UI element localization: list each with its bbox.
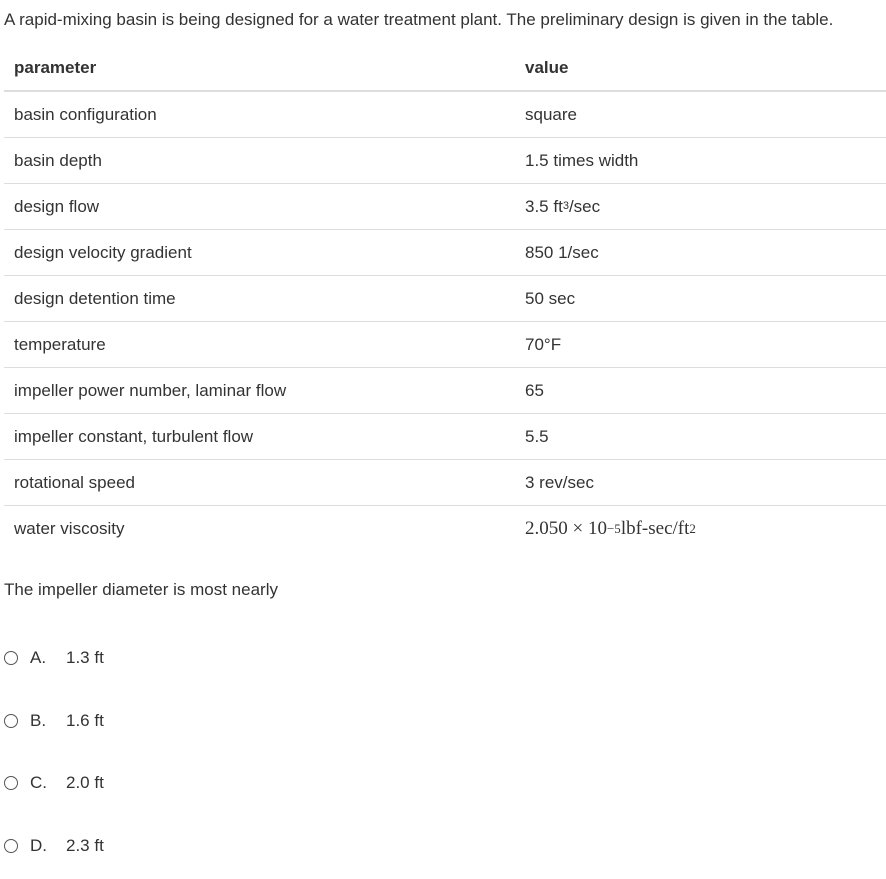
parameter-cell: basin configuration	[14, 104, 157, 124]
question-intro: A rapid-mixing basin is being designed for a water treatment plant. The preliminary design is given in the table.	[4, 10, 834, 29]
radio-button[interactable]	[4, 651, 18, 665]
value-cell: 70°F	[525, 334, 562, 354]
table-header-row	[4, 46, 886, 92]
answer-option-d[interactable]	[4, 835, 104, 857]
parameter-cell: impeller constant, turbulent flow	[14, 426, 254, 446]
answer-option-c[interactable]	[4, 772, 104, 794]
value-unit: lbf-sec/ft	[620, 518, 690, 539]
table-row	[4, 322, 886, 368]
value-cell: 5.5	[525, 426, 549, 446]
table-row	[4, 138, 886, 184]
answer-option-b[interactable]	[4, 710, 104, 732]
value-cell: square	[525, 104, 577, 124]
parameter-cell: basin depth	[14, 150, 102, 170]
column-header-parameter: parameter	[14, 58, 97, 77]
option-letter: C.	[30, 773, 47, 792]
value-cell: 50 sec	[525, 288, 576, 308]
table-row	[4, 368, 886, 414]
table-row	[4, 230, 886, 276]
answer-option-a[interactable]	[4, 647, 104, 669]
value-cell: 1.5 times width	[525, 150, 639, 170]
table-row	[4, 460, 886, 506]
parameter-cell: water viscosity	[14, 519, 125, 538]
radio-button[interactable]	[4, 776, 18, 790]
option-letter: A.	[30, 648, 47, 667]
option-text: 2.0 ft	[66, 773, 104, 792]
value-cell: 2.050 × 10 −5 lbf-sec/ft 2	[525, 518, 696, 539]
table-row	[4, 506, 886, 552]
parameter-cell: impeller power number, laminar flow	[14, 380, 287, 400]
value-base: 3.5 ft	[525, 196, 563, 216]
table-row	[4, 414, 886, 460]
option-text: 2.3 ft	[66, 836, 104, 855]
option-text: 1.6 ft	[66, 711, 104, 730]
table-row	[4, 184, 886, 230]
parameter-cell: design detention time	[14, 288, 176, 308]
value-cell: 850 1/sec	[525, 242, 599, 262]
option-text: 1.3 ft	[66, 648, 104, 667]
parameter-cell: rotational speed	[14, 472, 135, 492]
column-header-value: value	[525, 58, 569, 77]
value-cell: 3.5 ft $^3$ /sec	[525, 196, 601, 216]
parameter-cell: design flow	[14, 196, 100, 216]
table-row	[4, 92, 886, 138]
option-letter: B.	[30, 711, 47, 730]
value-unit: /sec	[568, 196, 601, 216]
value-cell: 3 rev/sec	[525, 472, 594, 492]
option-letter: D.	[30, 836, 47, 855]
parameter-cell: design velocity gradient	[14, 242, 192, 262]
radio-button[interactable]	[4, 839, 18, 853]
value-cell: 65	[525, 380, 544, 400]
table-row	[4, 276, 886, 322]
design-parameters-table	[4, 46, 886, 552]
parameter-cell: temperature	[14, 334, 106, 354]
radio-button[interactable]	[4, 714, 18, 728]
question-prompt: The impeller diameter is most nearly	[4, 580, 278, 599]
value-base: 2.050 × 10	[525, 518, 607, 539]
